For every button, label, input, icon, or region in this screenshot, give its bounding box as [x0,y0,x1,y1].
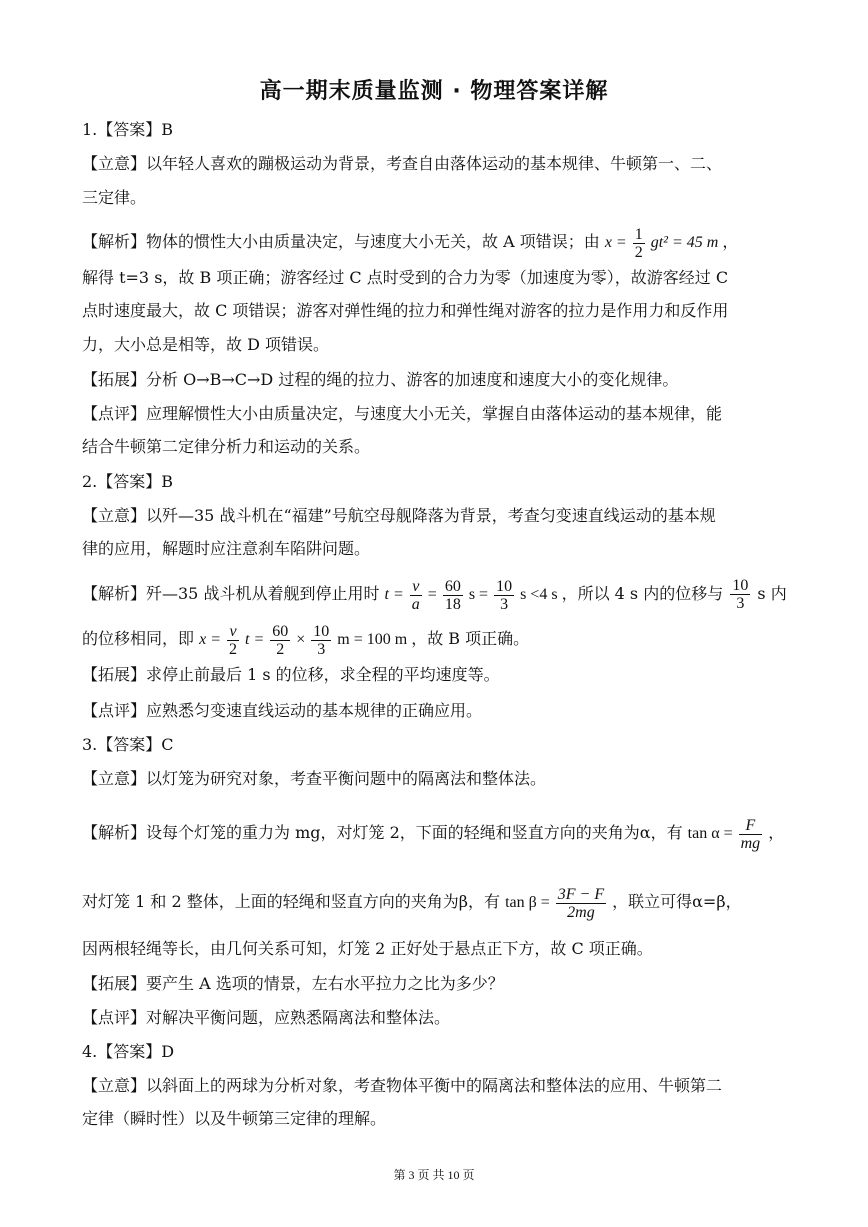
q3-jiexi-line2: 对灯笼 1 和 2 整体，上面的轻绳和竖直方向的夹角为β，有 tan β = $\frac{3F - F}{2mg}$ ，联立可得α=β， [82,886,742,921]
q4-liyi-line2: 定律（瞬时性）以及牛顿第三定律的理解。 [82,1109,387,1128]
q2-answer: 2.【答案】B [82,472,174,491]
q3-dianping: 【点评】对解决平衡问题，应熟悉隔离法和整体法。 [82,1008,451,1027]
fraction-60-18: $\frac{60}{18}$ [444,577,461,613]
q4-liyi-line1: 【立意】以斜面上的两球为分析对象，考查物体平衡中的隔离法和整体法的应用、牛顿第二 [82,1076,723,1095]
q2-dianping: 【点评】应熟悉匀变速直线运动的基本规律的正确应用。 [82,701,483,720]
fraction-v-2: $\frac{v}{2}$ [229,623,238,658]
q1-answer: 1.【答案】B [82,120,174,139]
q2-liyi-line1: 【立意】以歼—35 战斗机在“福建”号航空母舰降落为背景，考查匀变速直线运动的基本规 [82,506,716,525]
formula-stop-time: t = $\frac{v}{a}$ = $\frac{60}{18}$ s = $\frac{10}{3}$ s <4 s [384,577,558,613]
q1-jiexi-line2: 解得 t=3 s，故 B 项正确；游客经过 C 点时受到的合力为零（加速度为零），故游客经过 C [82,268,729,287]
q3-tuozhan: 【拓展】要产生 A 选项的情景，左右水平拉力之比为多少？ [82,974,504,993]
q1-jiexi-line3: 点时速度最大，故 C 项错误；游客对弹性绳的拉力和弹性绳对游客的拉力是作用力和反作用 [82,301,729,320]
q1-dianping-line1: 【点评】应理解惯性大小由质量决定，与速度大小无关，掌握自由落体运动的基本规律，能 [82,404,723,423]
fraction-10-3c: $\frac{10}{3}$ [313,623,330,658]
formula-displacement: x = $\frac{v}{2}$ t = $\frac{60}{2}$ × $\frac{10}{3}$ m = 100 m [199,623,408,658]
fraction-60-2: $\frac{60}{2}$ [272,623,289,658]
q4-answer: 4.【答案】D [82,1042,175,1061]
q2-tuozhan: 【拓展】求停止前最后 1 s 的位移，求全程的平均速度等。 [82,665,500,684]
q2-jiexi-line1: 【解析】歼—35 战斗机从着舰到停止用时 t = $\frac{v}{a}$ = $\frac{60}{18}$ s = $\frac{10}{3}$ s <4 s ，所以 4 s 内的位移与 $\frac{10}{3}$ s 内 [82,577,787,613]
q1-liyi-line1: 【立意】以年轻人喜欢的蹦极运动为背景，考查自由落体运动的基本规律、牛顿第一、二、 [82,154,723,173]
q1-jiexi-line1: 【解析】物体的惯性大小由质量决定，与速度大小无关，故 A 项错误；由 x = $\frac{1}{2}$ gt² = 45 m ， [82,226,739,261]
q3-jiexi-line1: 【解析】设每个灯笼的重力为 mg，对灯笼 2，下面的轻绳和竖直方向的夹角为α，有 tan α = $\frac{F}{mg}$ ， [82,817,785,852]
q1-liyi-line2: 三定律。 [82,188,147,207]
formula-tan-alpha: tan α = $\frac{F}{mg}$ [687,817,761,852]
fraction-10-3b: $\frac{10}{3}$ [732,577,749,612]
fraction-f-mg: $\frac{F}{mg}$ [740,817,761,852]
q1-dianping-line2: 结合牛顿第二定律分析力和运动的关系。 [82,437,371,456]
page-title: 高一期末质量监测 · 物理答案详解 [259,79,609,104]
fraction-3f-2mg: $\frac{3F - F}{2mg}$ [557,886,605,921]
formula-freefall: x = $\frac{1}{2}$ gt² = 45 m [604,226,719,261]
q2-liyi-line2: 律的应用，解题时应注意刹车陷阱问题。 [82,539,371,558]
formula-tan-beta: tan β = $\frac{3F - F}{2mg}$ [505,886,605,921]
q1-tuozhan: 【拓展】分析 O→B→C→D 过程的绳的拉力、游客的加速度和速度大小的变化规律。 [82,370,679,389]
q3-jiexi-line3: 因两根轻绳等长，由几何关系可知，灯笼 2 正好处于悬点正下方，故 C 项正确。 [82,939,653,958]
fraction-v-a: $\frac{v}{a}$ [411,577,420,613]
q3-liyi: 【立意】以灯笼为研究对象，考查平衡问题中的隔离法和整体法。 [82,769,547,788]
page-footer: 第 3 页 共 10 页 [393,1168,475,1182]
fraction-half: $\frac{1}{2}$ [634,226,643,261]
q1-jiexi-line4: 力，大小总是相等，故 D 项错误。 [82,335,330,354]
q2-jiexi-line2: 的位移相同，即 x = $\frac{v}{2}$ t = $\frac{60}{2}$ × $\frac{10}{3}$ m = 100 m ，故 B 项正确。 [82,623,530,658]
q3-answer: 3.【答案】C [82,735,174,754]
q1-jiexi-text: 【解析】物体的惯性大小由质量决定，与速度大小无关，故 A 项错误；由 [82,232,600,252]
fraction-10-3: $\frac{10}{3}$ [496,577,513,613]
